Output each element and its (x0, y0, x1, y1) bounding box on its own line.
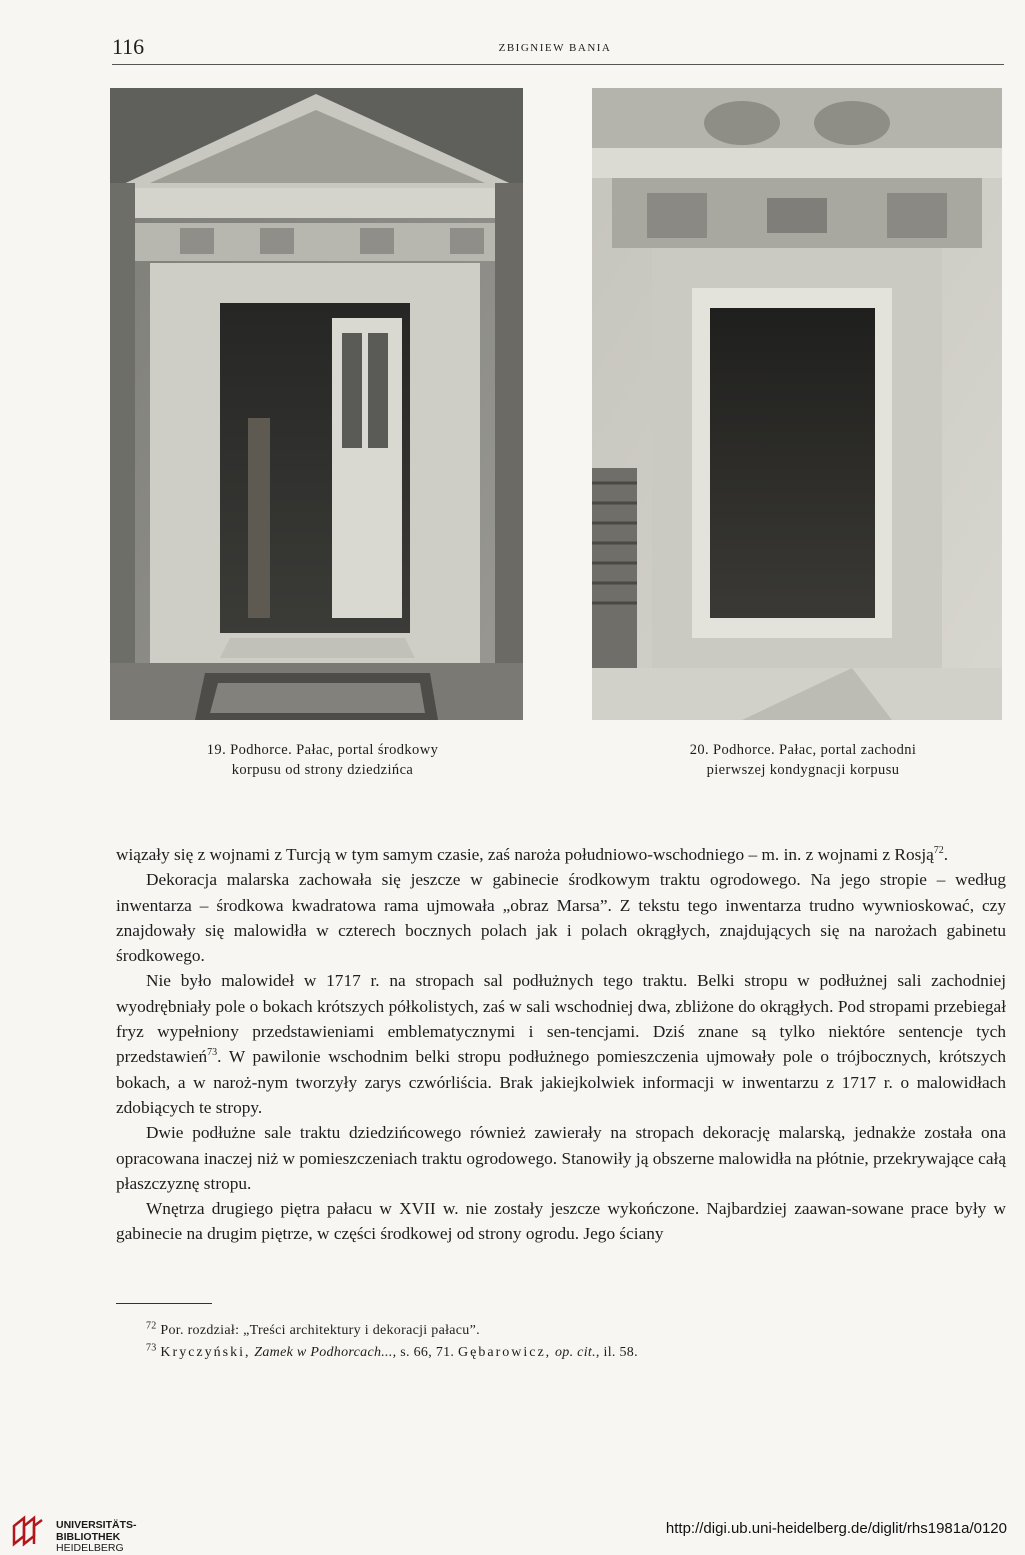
paragraph-5: Wnętrza drugiego piętra pałacu w XVII w. nie zostały jeszcze wykończone. Najbardziej zaawan-sowane prace były w gabinecie na drugim piętrze, w części środkowej od strony ogrodu. Jego ściany (116, 1199, 1006, 1244)
footnote-ref-72[interactable]: 72 (933, 845, 944, 857)
paragraph-2: Dekoracja malarska zachowała się jeszcze w gabinecie środkowym traktu ogrodowego. Na jego stropie – według inwentarza – środkowa kwadratowa rama ujmowała „obraz Marsa”. Z tekstu tego inwentarza trudno wywnioskować, czy znajdowały się malowidła w czterech bocznych polach jak i polach okrągłych, znajdujących się na narożach gabinetu środkowego. (116, 870, 1006, 966)
library-logo-text: UNIVERSITÄTS- BIBLIOTHEK HEIDELBERG (56, 1519, 137, 1554)
library-logo-icon (10, 1514, 46, 1550)
figure-19-caption-line1: 19. Podhorce. Pałac, portal środkowy (206, 742, 439, 758)
footer (0, 1502, 1025, 1552)
figure-19-photo (110, 88, 523, 720)
figure-19-caption (140, 740, 505, 780)
figure-20-number: 20. (689, 742, 710, 758)
body-text (116, 842, 1006, 1247)
figure-20-photo (592, 88, 1002, 720)
footnotes (146, 1320, 1006, 1364)
paragraph-4: Dwie podłużne sale traktu dziedzińcowego również zawierały na stropach dekorację malarską, jednakże została ona opracowana inaczej niż w pomieszczeniach traktu ogrodowego. Stanowiły ją obszerne malowidła na płótnie, przekrywające całą płaszczyznę stropu. (116, 1123, 1006, 1193)
footnote-rule (116, 1303, 212, 1304)
page-number: 116 (112, 34, 145, 59)
header-rule (112, 64, 1004, 65)
figure-20-caption-line1: 20. Podhorce. Pałac, portal zachodni (689, 742, 917, 758)
figure-19-caption-line2: korpusu od strony dziedzińca (231, 762, 414, 778)
running-header-author: ZBIGNIEW BANIA (498, 42, 612, 54)
paragraph-1: wiązały się z wojnami z Turcją w tym samym czasie, zaś naroża południowo-wschodniego – m. in. z wojnami z Rosją$^{72}$. (116, 845, 949, 864)
portal-photo-20 (592, 88, 1002, 720)
footnote-ref-73[interactable]: 73 (207, 1047, 218, 1059)
footnote-72: $^{72}$ Por. rozdział: „Treści architektury i dekoracji pałacu”. (146, 1320, 480, 1338)
figure-20-caption-line2: pierwszej kondygnacji korpusu (706, 762, 900, 778)
footnote-73: $^{73}$ Kryczyński, Zamek w Podhorcach..., s. 66, 71. Gębarowicz, op. cit., il. 58. (146, 1342, 638, 1360)
source-url[interactable]: http://digi.ub.uni-heidelberg.de/diglit/rhs1981a/0120 (665, 1520, 1007, 1537)
paragraph-3: Nie było malowideł w 1717 r. na stropach sal podłużnych tego traktu. Belki stropu w podłużnej sali zachodniej wyodrębniały pole o bokach krótszych półkolistych, zaś w sali wschodniej dwa, zbliżone do okrągłych. Pod stropami przebiegał fryz wypełniony przedstawieniami emblematycznymi i sen-tencjami. Dziś znane są tylko niektóre sentencje tych przedstawień$^{73}$. W pawilonie wschodnim belki stropu podłużnego pomieszczenia ujmowały pole o trójbocznych, krótszych bokach, a w naroż-nym tworzyły zarys czwórliścia. Brak jakiejkolwiek informacji w inwentarzu z 1717 r. o malowidłach zdobiących te stropy. (116, 971, 1006, 1117)
portal-photo-19 (110, 88, 523, 720)
figure-20-caption (623, 740, 983, 780)
figure-19-number: 19. (206, 742, 227, 758)
